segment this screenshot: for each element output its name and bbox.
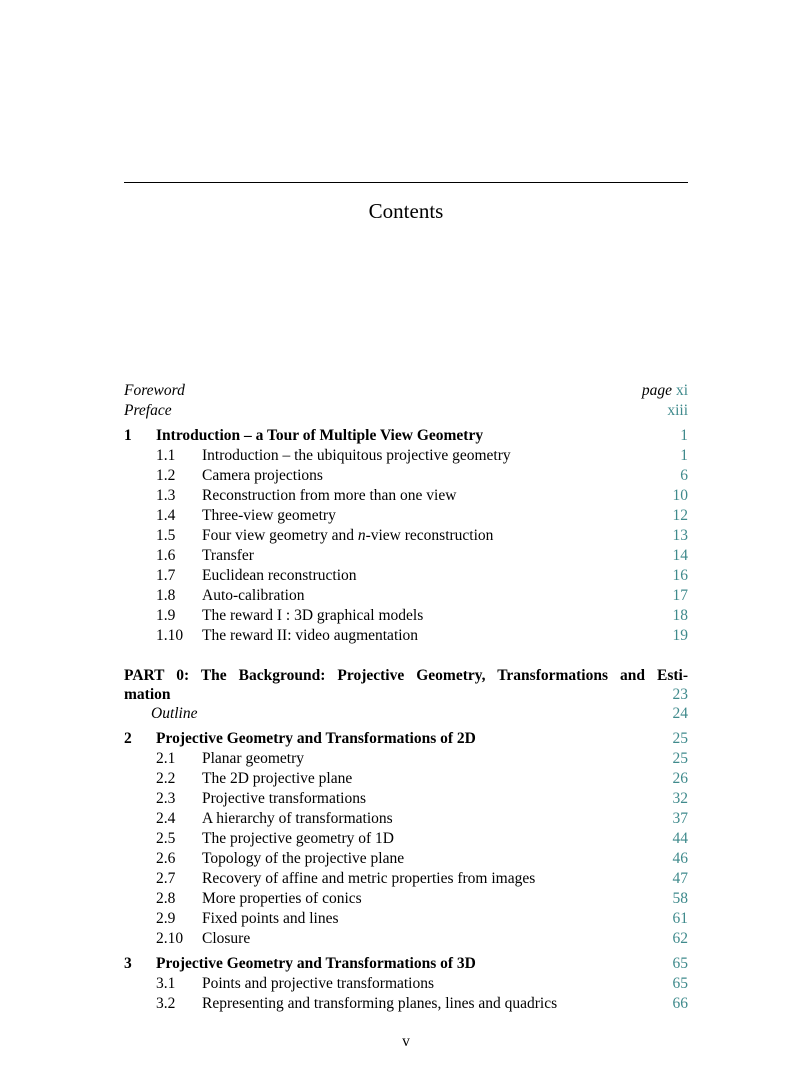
toc-section (124, 466, 688, 486)
section-title: A hierarchy of transformations (202, 810, 393, 827)
toc-page-number: 13 (672, 527, 688, 544)
toc-page-number: 65 (672, 955, 688, 972)
toc-section (124, 586, 688, 606)
toc-page-number: 19 (672, 627, 688, 644)
toc-page-number: 23 (672, 686, 688, 703)
section-title: Topology of the projective plane (202, 850, 405, 867)
toc-section (124, 606, 688, 626)
toc-section (124, 809, 688, 829)
toc-entry-title: Preface (124, 402, 172, 419)
toc-page-number: 1 (680, 447, 688, 464)
section-number: 1.2 (156, 467, 176, 484)
toc-page-number: 32 (672, 790, 688, 807)
toc-page-number: 37 (672, 810, 688, 827)
section-title: Recovery of affine and metric properties from images (202, 870, 536, 887)
toc-page-number: xiii (667, 402, 688, 419)
section-title: The reward I : 3D graphical models (202, 607, 424, 624)
section-title: Projective transformations (202, 790, 366, 807)
table-of-contents (124, 381, 688, 1014)
section-title: Euclidean reconstruction (202, 567, 357, 584)
toc-page-number: 12 (672, 507, 688, 524)
section-number: 3.1 (156, 975, 176, 992)
chapter-number: 2 (124, 730, 132, 747)
toc-section (124, 769, 688, 789)
section-number: 2.10 (156, 930, 184, 947)
toc-section (124, 446, 688, 466)
section-title: The 2D projective plane (202, 770, 353, 787)
toc-page-number: 25 (672, 730, 688, 747)
section-number: 1.7 (156, 567, 176, 584)
toc-page-number: 46 (672, 850, 688, 867)
toc-chapter-3 (124, 954, 688, 974)
toc-section (124, 789, 688, 809)
section-title: Introduction – the ubiquitous projective geometry (202, 447, 511, 464)
toc-page-number: 65 (672, 975, 688, 992)
section-title: The reward II: video augmentation (202, 627, 419, 644)
section-number: 1.5 (156, 527, 176, 544)
section-title: Points and projective transformations (202, 975, 435, 992)
section-title: Auto-calibration (202, 587, 305, 604)
section-title: Fixed points and lines (202, 910, 339, 927)
section-number: 1.4 (156, 507, 176, 524)
toc-page-number: 16 (672, 567, 688, 584)
toc-page-number: 25 (672, 750, 688, 767)
section-title: More properties of conics (202, 890, 362, 907)
section-number: 1.8 (156, 587, 176, 604)
section-number: 2.9 (156, 910, 176, 927)
toc-section (124, 566, 688, 586)
section-title: Reconstruction from more than one view (202, 487, 457, 504)
toc-page-number: 10 (672, 487, 688, 504)
toc-entry-outline (124, 704, 688, 724)
toc-page-number: 18 (672, 607, 688, 624)
chapter-number: 1 (124, 427, 132, 444)
section-number: 2.7 (156, 870, 176, 887)
section-title: Closure (202, 930, 251, 947)
part-title-line-2: mation (124, 686, 171, 703)
chapter-title: Projective Geometry and Transformations of 2D (156, 730, 476, 747)
section-title: Representing and transforming planes, lines and quadrics (202, 995, 558, 1012)
section-number: 2.1 (156, 750, 176, 767)
section-number: 2.8 (156, 890, 176, 907)
toc-page-number (642, 381, 688, 401)
toc-section (124, 889, 688, 909)
toc-section (124, 909, 688, 929)
toc-part-0 (124, 666, 688, 704)
toc-section (124, 849, 688, 869)
toc-page-number: 62 (672, 930, 688, 947)
chapter-number: 3 (124, 955, 132, 972)
toc-section (124, 526, 688, 546)
section-title: Three-view geometry (202, 507, 336, 524)
page-word: page (641, 382, 673, 399)
page-footer-number: v (402, 1033, 410, 1050)
toc-entry-title: Foreword (124, 382, 185, 399)
toc-page-number: 58 (672, 890, 688, 907)
toc-section (124, 974, 688, 994)
toc-section (124, 546, 688, 566)
toc-page-number: 47 (672, 870, 688, 887)
toc-page-number: 44 (672, 830, 688, 847)
toc-page-number: 17 (672, 587, 688, 604)
toc-entry-preface (124, 401, 688, 421)
toc-page-number: 24 (672, 705, 688, 722)
toc-section (124, 929, 688, 949)
toc-chapter-2 (124, 729, 688, 749)
section-title-part: Four view geometry and (202, 527, 358, 544)
toc-section (124, 626, 688, 646)
section-number: 1.1 (156, 447, 176, 464)
section-number: 2.2 (156, 770, 176, 787)
section-title (202, 526, 493, 546)
toc-section (124, 994, 688, 1014)
section-number: 2.3 (156, 790, 176, 807)
toc-section (124, 749, 688, 769)
page-value: xi (675, 382, 688, 399)
toc-section (124, 869, 688, 889)
toc-page-number: 26 (672, 770, 688, 787)
section-number: 2.5 (156, 830, 176, 847)
section-number: 3.2 (156, 995, 176, 1012)
toc-page-number: 1 (680, 427, 688, 444)
toc-entry-foreword (124, 381, 688, 401)
section-number: 1.9 (156, 607, 176, 624)
section-number: 1.3 (156, 487, 176, 504)
toc-page-number: 66 (672, 995, 688, 1012)
top-rule (124, 182, 688, 183)
section-number: 1.10 (156, 627, 184, 644)
section-number: 2.4 (156, 810, 176, 827)
page-title: Contents (368, 199, 444, 223)
section-title: The projective geometry of 1D (202, 830, 394, 847)
toc-chapter-1 (124, 426, 688, 446)
section-title: Planar geometry (202, 750, 305, 767)
section-number: 2.6 (156, 850, 176, 867)
toc-section (124, 506, 688, 526)
section-number: 1.6 (156, 547, 176, 564)
toc-page-number: 61 (672, 910, 688, 927)
outline-title: Outline (151, 705, 198, 722)
part-title-line-1: PART 0: The Background: Projective Geometry, Transformations and Esti- (124, 667, 688, 684)
section-title: Transfer (202, 547, 254, 564)
toc-section (124, 486, 688, 506)
chapter-title: Introduction – a Tour of Multiple View Geometry (156, 427, 484, 444)
toc-section (124, 829, 688, 849)
toc-page-number: 14 (672, 547, 688, 564)
math-variable: n (357, 527, 366, 544)
chapter-title: Projective Geometry and Transformations of 3D (156, 955, 476, 972)
section-title: Camera projections (202, 467, 323, 484)
section-title-part: -view reconstruction (365, 527, 494, 544)
toc-page-number: 6 (680, 467, 688, 484)
